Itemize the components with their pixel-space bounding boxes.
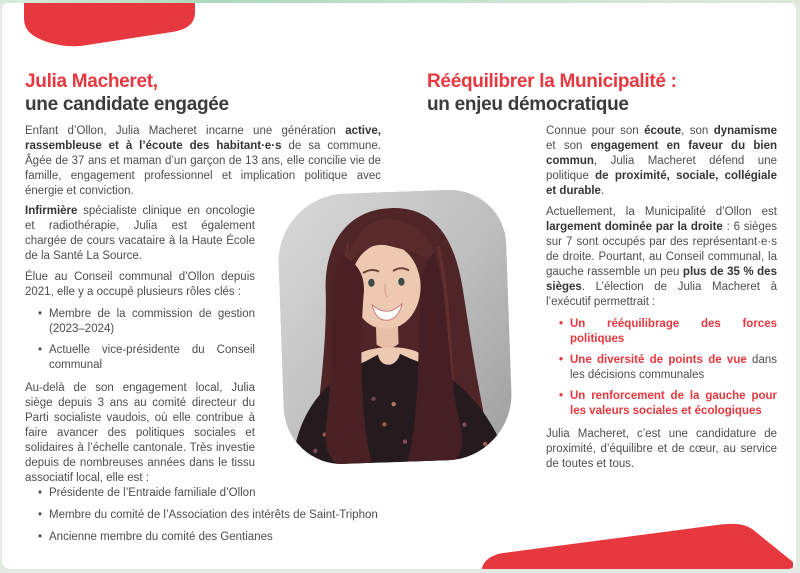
list-item: • Une diversité de points de vue dans les décisions communales: [570, 353, 777, 383]
right-qualities-paragraph: Connue pour son écoute, son dynamisme et son engagement en faveur du bien commun, Julia Macheret défend une politique de proximité, sociale, collégiale et durable.: [546, 125, 777, 197]
left-intro-paragraph: Enfant d’Ollon, Julia Macheret incarne une génération active, rassembleuse et à l’écoute des habitant·e·s de sa commune. Âgée de 37 ans et maman d’un garçon de 13 ans, elle concilie vie de famille, engagement professionnel et implication politique avec énergie et conviction.: [25, 125, 381, 197]
right-benefits-list: [546, 317, 777, 419]
right-heading-subtitle: un enjeu démocratique: [427, 94, 629, 115]
candidate-portrait-photo: [276, 188, 513, 466]
list-item: • Présidente de l’Entraide familiale d’Ollon: [49, 486, 501, 501]
left-council-paragraph: Élue au Conseil communal d’Ollon depuis 2021, elle y a occupé plusieurs rôles clés :: [25, 271, 255, 298]
list-item: • Membre de la commission de gestion (2023–2024): [49, 307, 255, 337]
brochure-page: [2, 2, 796, 569]
left-engagement-paragraph: Au-delà de son engagement local, Julia siège depuis 3 ans au comité directeur du Parti socialiste vaudois, où elle contribue à faire avancer des politiques sociales et solidaires à l’échelle cantonale. Très investie depuis de nombreuses années dans le tissu associatif local, elle est :: [25, 382, 255, 484]
left-associations-list: [25, 486, 501, 552]
right-body-column: [546, 124, 777, 478]
red-hill-shape-bottom-right: [482, 524, 793, 569]
left-profession-paragraph: Infirmière spécialiste clinique en oncologie et radiothérapie, Julia est également chargée de cours vacataire à la Haute École de la Santé La Source.: [25, 205, 255, 262]
right-closing-paragraph: Julia Macheret, c’est une candidature de proximité, d’équilibre et de cœur, au service de toutes et tous.: [546, 428, 777, 470]
left-heading-subtitle: une candidate engagée: [25, 94, 229, 115]
left-roles-list: [25, 307, 255, 373]
right-section-heading: [427, 70, 677, 116]
portrait-illustration: [276, 188, 513, 466]
list-item: • Un rééquilibrage des forces politiques: [570, 317, 777, 347]
list-item: • Un renforcement de la gauche pour les valeurs sociales et écologiques: [570, 389, 777, 419]
list-item: • Ancienne membre du comité des Gentianes: [49, 530, 501, 545]
right-municipality-paragraph: Actuellement, la Municipalité d’Ollon est largement dominée par la droite : 6 sièges sur 7 sont occupés par des représentant·e·s de droite. Pourtant, au Conseil communal, la gauche rassemble un peu plus de 35 % des sièges. L’élection de Julia Macheret à l’exécutif permettrait :: [546, 206, 777, 308]
left-section-heading: [25, 70, 229, 116]
left-body-column: [25, 204, 255, 492]
list-item: • Actuelle vice-présidente du Conseil communal: [49, 343, 255, 373]
red-banner-shape-top-left: [24, 2, 195, 46]
list-item: • Membre du comité de l’Association des intérêts de Saint-Triphon: [49, 508, 501, 523]
left-heading-name: Julia Macheret,: [25, 71, 158, 92]
right-heading-title: Rééquilibrer la Municipalité :: [427, 71, 677, 92]
